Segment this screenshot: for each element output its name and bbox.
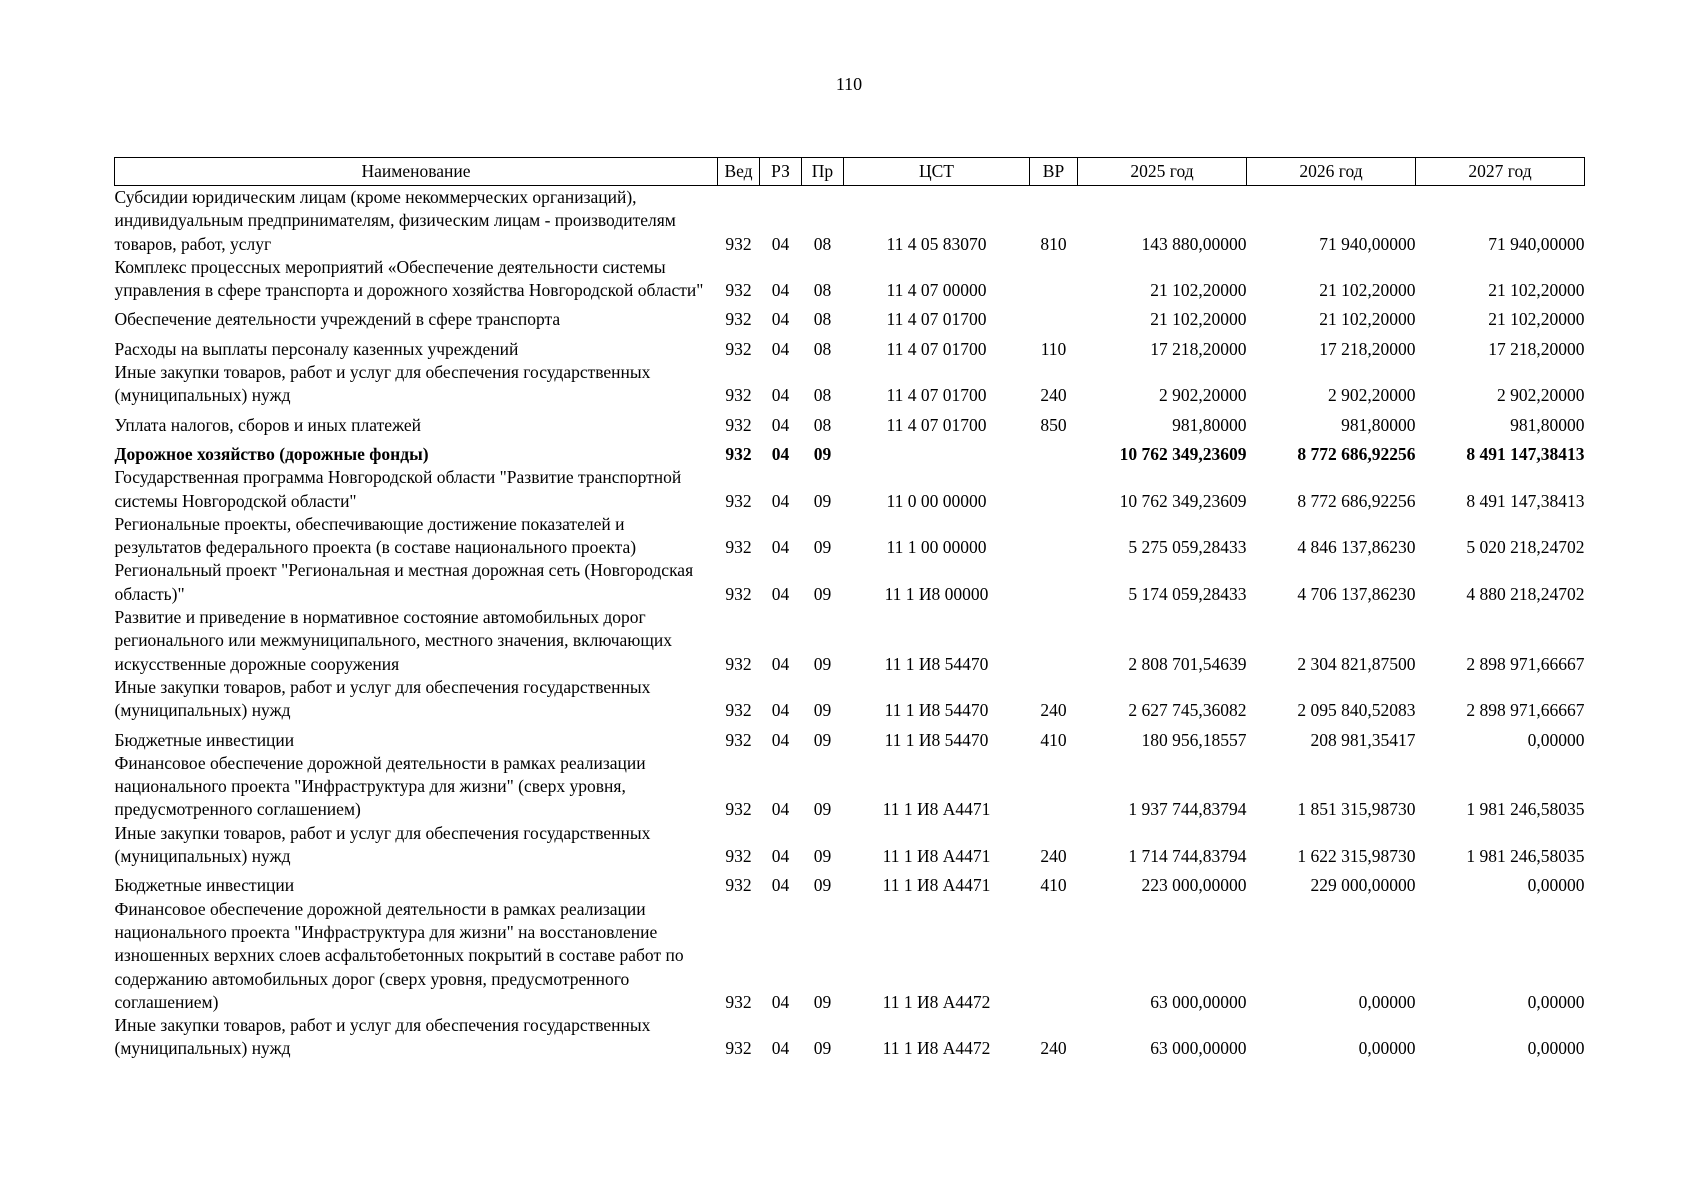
row-rz: 04 [771, 233, 790, 254]
row-rz: 04 [771, 799, 790, 820]
row-ved: 932 [725, 991, 752, 1012]
row-rz: 04 [771, 385, 790, 406]
row-cst: 11 4 05 83070 [886, 233, 987, 254]
table-row-section [115, 437, 1585, 466]
row-2025: 63 000,00000 [1150, 1038, 1247, 1059]
row-ved: 932 [725, 490, 752, 511]
row-rz: 04 [771, 280, 790, 301]
header-2026: 2026 год [1247, 158, 1416, 186]
row-2027: 2 902,20000 [1497, 385, 1585, 406]
row-name: Иные закупки товаров, работ и услуг для обеспечения государственных (муниципальных) нужд [114, 362, 651, 406]
row-2025: 5 174 059,28433 [1128, 583, 1247, 604]
row-name: Региональный проект "Региональная и местная дорожная сеть (Новгородская область)" [114, 560, 694, 604]
row-pr: 08 [813, 414, 832, 435]
row-ved: 932 [725, 338, 752, 359]
row-cst: 11 4 07 01700 [886, 385, 987, 406]
row-ved: 932 [725, 443, 752, 464]
row-ved: 932 [725, 583, 752, 604]
row-cst: 11 4 07 01700 [886, 414, 987, 435]
row-2027: 17 218,20000 [1488, 338, 1585, 359]
row-rz: 04 [771, 443, 790, 464]
row-rz: 04 [771, 1038, 790, 1059]
row-rz: 04 [771, 875, 790, 896]
row-2025: 2 808 701,54639 [1128, 653, 1247, 674]
row-cst: 11 1 И8 54470 [884, 729, 989, 750]
row-ved: 932 [725, 846, 752, 867]
header-ved: Вед [718, 158, 760, 186]
row-rz: 04 [771, 414, 790, 435]
row-2025: 10 762 349,23609 [1119, 490, 1247, 511]
table-row [115, 559, 1585, 606]
row-2027: 2 898 971,66667 [1466, 653, 1585, 674]
budget-table [114, 157, 1585, 1061]
header-rz: РЗ [760, 158, 802, 186]
row-ved: 932 [725, 280, 752, 301]
row-cst: 11 1 И8 А4471 [882, 846, 991, 867]
row-ved: 932 [725, 1038, 752, 1059]
row-pr: 09 [813, 875, 832, 896]
row-2025: 21 102,20000 [1150, 280, 1247, 301]
row-2027: 4 880 218,24702 [1466, 583, 1585, 604]
table-row [115, 676, 1585, 723]
table-row [115, 332, 1585, 361]
row-cst: 11 1 И8 А4471 [882, 799, 991, 820]
row-cst: 11 1 И8 А4471 [882, 875, 991, 896]
row-cst: 11 1 И8 54470 [884, 700, 989, 721]
table-row [115, 302, 1585, 331]
row-vr: 240 [1040, 846, 1067, 867]
row-cst: 11 4 07 01700 [886, 309, 987, 330]
table-row [115, 256, 1585, 303]
row-ved: 932 [725, 799, 752, 820]
row-pr: 08 [813, 280, 832, 301]
row-vr [1030, 606, 1078, 676]
row-2026: 981,80000 [1341, 414, 1416, 435]
row-2026: 8 772 686,92256 [1297, 443, 1416, 464]
row-vr: 240 [1040, 1038, 1067, 1059]
table-row [115, 822, 1585, 869]
row-vr: 410 [1040, 729, 1067, 750]
row-2026: 208 981,35417 [1310, 729, 1416, 750]
row-name: Расходы на выплаты персоналу казенных учреждений [114, 338, 519, 359]
row-vr [1030, 256, 1078, 303]
row-2026: 2 304 821,87500 [1297, 653, 1416, 674]
row-2027: 1 981 246,58035 [1466, 799, 1585, 820]
row-2026: 17 218,20000 [1319, 338, 1416, 359]
row-2027: 71 940,00000 [1488, 233, 1585, 254]
row-2025: 143 880,00000 [1141, 233, 1247, 254]
row-name: Комплекс процессных мероприятий «Обеспечение деятельности системы управления в сфере транспорта и дорожного хозяйства Новгородской области" [114, 256, 704, 301]
row-2026: 229 000,00000 [1310, 875, 1416, 896]
row-2025: 981,80000 [1172, 414, 1247, 435]
row-rz: 04 [771, 653, 790, 674]
row-2027: 21 102,20000 [1488, 309, 1585, 330]
row-pr: 09 [813, 490, 832, 511]
row-2027: 8 491 147,38413 [1466, 490, 1585, 511]
row-ved: 932 [725, 875, 752, 896]
row-2025: 180 956,18557 [1141, 729, 1247, 750]
row-name: Развитие и приведение в нормативное состояние автомобильных дорог регионального или межмуниципального, местного значения, включающих искусственные дорожные сооружения [114, 607, 672, 674]
row-2026: 4 846 137,86230 [1297, 537, 1416, 558]
row-name: Уплата налогов, сборов и иных платежей [114, 414, 421, 435]
row-name: Субсидии юридическим лицам (кроме некоммерческих организаций), индивидуальным предпринимателям, физическим лицам - производителям товаров, работ, услуг [114, 187, 676, 254]
row-rz: 04 [771, 338, 790, 359]
table-row [115, 723, 1585, 752]
row-pr: 09 [813, 1038, 832, 1059]
row-vr: 810 [1040, 233, 1067, 254]
header-2025: 2025 год [1078, 158, 1247, 186]
row-ved: 932 [725, 233, 752, 254]
table-row [115, 898, 1585, 1014]
row-name: Государственная программа Новгородской области "Развитие транспортной системы Новгородской области" [114, 467, 682, 511]
row-2027: 21 102,20000 [1488, 280, 1585, 301]
row-2025: 2 902,20000 [1159, 385, 1247, 406]
row-vr [1030, 437, 1078, 466]
row-ved: 932 [725, 537, 752, 558]
row-vr [1030, 466, 1078, 513]
table-row [115, 361, 1585, 408]
row-name: Дорожное хозяйство (дорожные фонды) [114, 443, 429, 464]
row-2025: 2 627 745,36082 [1128, 700, 1247, 721]
row-2026: 71 940,00000 [1319, 233, 1416, 254]
table-row [115, 1014, 1585, 1061]
row-vr: 240 [1040, 385, 1067, 406]
row-cst: 11 1 00 00000 [886, 537, 987, 558]
row-2027: 1 981 246,58035 [1466, 846, 1585, 867]
row-pr: 09 [813, 729, 832, 750]
row-vr [1030, 302, 1078, 331]
row-vr: 410 [1040, 875, 1067, 896]
row-vr [1030, 898, 1078, 1014]
row-vr: 110 [1040, 338, 1067, 359]
row-name: Бюджетные инвестиции [114, 729, 295, 750]
row-2025: 17 218,20000 [1150, 338, 1247, 359]
row-pr: 08 [813, 233, 832, 254]
row-cst: 11 1 И8 00000 [884, 583, 989, 604]
row-pr: 08 [813, 309, 832, 330]
row-2027: 0,00000 [1527, 991, 1585, 1012]
header-2027: 2027 год [1416, 158, 1585, 186]
row-vr [1030, 752, 1078, 822]
row-vr [1030, 559, 1078, 606]
row-2026: 1 622 315,98730 [1297, 846, 1416, 867]
table-row [115, 868, 1585, 897]
row-pr: 09 [813, 846, 832, 867]
row-2026: 4 706 137,86230 [1297, 583, 1416, 604]
row-2025: 10 762 349,23609 [1119, 443, 1247, 464]
row-name: Финансовое обеспечение дорожной деятельности в рамках реализации национального проекта "Инфраструктура для жизни" (сверх уровня, предусмотренного соглашением) [114, 752, 646, 820]
row-2027: 5 020 218,24702 [1466, 537, 1585, 558]
row-pr: 09 [813, 583, 832, 604]
header-cst: ЦСТ [844, 158, 1030, 186]
row-ved: 932 [725, 309, 752, 330]
row-vr: 240 [1040, 700, 1067, 721]
row-2025: 223 000,00000 [1141, 875, 1247, 896]
row-name: Иные закупки товаров, работ и услуг для обеспечения государственных (муниципальных) нужд [114, 676, 651, 721]
header-pr: Пр [802, 158, 844, 186]
row-rz: 04 [771, 583, 790, 604]
row-ved: 932 [725, 729, 752, 750]
row-pr: 09 [813, 991, 832, 1012]
row-cst: 11 4 07 01700 [886, 338, 987, 359]
row-2026: 2 095 840,52083 [1297, 700, 1416, 721]
row-2026: 1 851 315,98730 [1297, 799, 1416, 820]
row-ved: 932 [725, 414, 752, 435]
row-2026: 21 102,20000 [1319, 280, 1416, 301]
row-pr: 09 [813, 537, 832, 558]
row-ved: 932 [725, 385, 752, 406]
row-2026: 21 102,20000 [1319, 309, 1416, 330]
row-2027: 0,00000 [1527, 729, 1585, 750]
row-2027: 2 898 971,66667 [1466, 700, 1585, 721]
header-name: Наименование [115, 158, 718, 186]
row-name: Иные закупки товаров, работ и услуг для обеспечения государственных (муниципальных) нужд [114, 1015, 651, 1059]
row-pr: 09 [813, 443, 832, 464]
row-cst: 11 0 00 00000 [886, 490, 987, 511]
header-vr: ВР [1030, 158, 1078, 186]
row-2026: 2 902,20000 [1328, 385, 1416, 406]
row-2027: 8 491 147,38413 [1466, 443, 1585, 464]
row-pr: 09 [813, 799, 832, 820]
row-name: Бюджетные инвестиции [114, 875, 295, 896]
row-cst [844, 437, 1030, 466]
row-name: Обеспечение деятельности учреждений в сфере транспорта [114, 309, 561, 330]
row-2025: 1 937 744,83794 [1128, 799, 1247, 820]
row-vr: 850 [1040, 414, 1067, 435]
row-2026: 8 772 686,92256 [1297, 490, 1416, 511]
table-header-row [115, 158, 1585, 186]
table-row [115, 606, 1585, 676]
row-cst: 11 1 И8 А4472 [882, 991, 991, 1012]
row-pr: 08 [813, 338, 832, 359]
table-row [115, 408, 1585, 437]
row-2027: 0,00000 [1527, 875, 1585, 896]
table-row [115, 513, 1585, 560]
row-2026: 0,00000 [1358, 991, 1416, 1012]
row-rz: 04 [771, 490, 790, 511]
row-rz: 04 [771, 846, 790, 867]
row-pr: 09 [813, 653, 832, 674]
row-name: Региональные проекты, обеспечивающие достижение показателей и результатов федерального проекта (в составе национального проекта) [114, 513, 637, 558]
row-cst: 11 4 07 00000 [886, 280, 987, 301]
row-name: Финансовое обеспечение дорожной деятельности в рамках реализации национального проекта "Инфраструктура для жизни" на восстановление изношенных верхних слоев асфальтобетонных покрытий в составе работ по содержанию автомобильных дорог (сверх уровня, предусмотренного соглашением) [114, 898, 684, 1012]
row-rz: 04 [771, 991, 790, 1012]
row-rz: 04 [771, 309, 790, 330]
row-vr [1030, 513, 1078, 560]
row-rz: 04 [771, 700, 790, 721]
row-rz: 04 [771, 537, 790, 558]
row-cst: 11 1 И8 54470 [884, 653, 989, 674]
row-rz: 04 [771, 729, 790, 750]
page-number: 110 [835, 74, 863, 94]
row-2025: 63 000,00000 [1150, 991, 1247, 1012]
row-2025: 1 714 744,83794 [1128, 846, 1247, 867]
row-cst: 11 1 И8 А4472 [882, 1038, 991, 1059]
row-2027: 981,80000 [1510, 414, 1585, 435]
row-pr: 08 [813, 385, 832, 406]
row-ved: 932 [725, 700, 752, 721]
row-2025: 5 275 059,28433 [1128, 537, 1247, 558]
table-row [115, 752, 1585, 822]
row-2027: 0,00000 [1527, 1038, 1585, 1059]
row-2026: 0,00000 [1358, 1038, 1416, 1059]
row-name: Иные закупки товаров, работ и услуг для обеспечения государственных (муниципальных) нужд [114, 822, 651, 867]
row-pr: 09 [813, 700, 832, 721]
row-2025: 21 102,20000 [1150, 309, 1247, 330]
row-ved: 932 [725, 653, 752, 674]
table-row [115, 466, 1585, 513]
table-row [115, 186, 1585, 256]
